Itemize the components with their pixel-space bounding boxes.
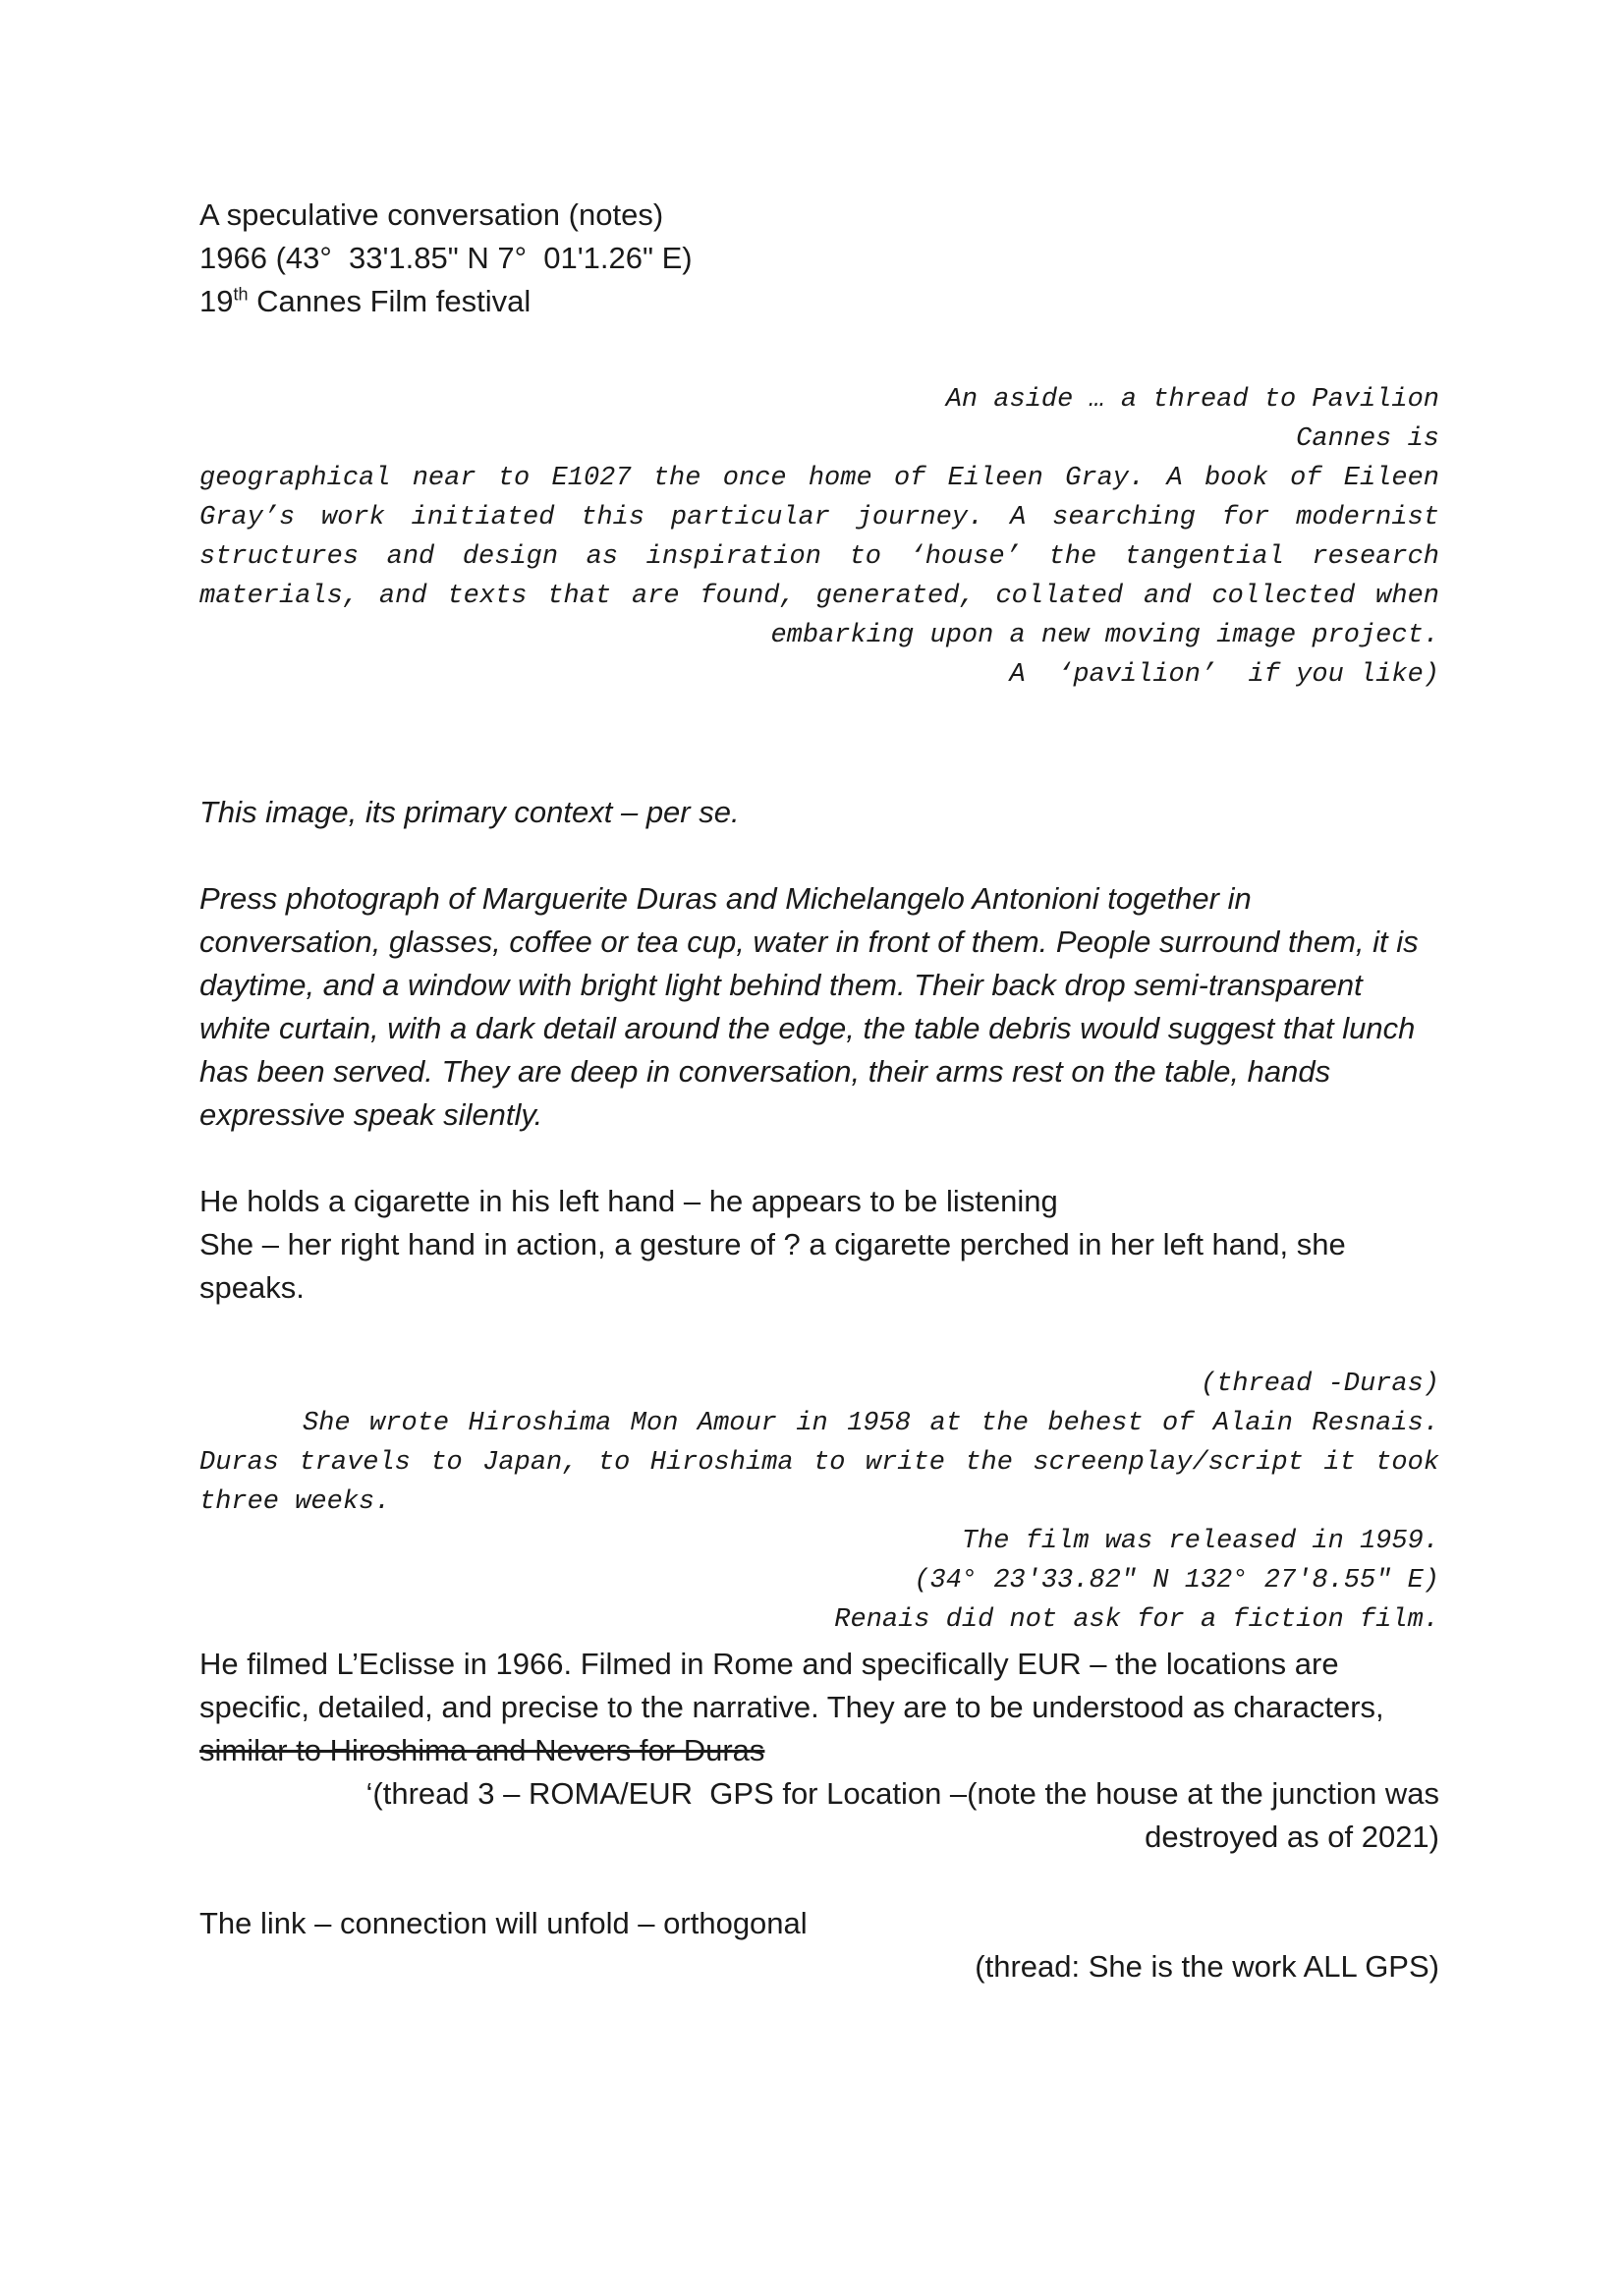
aside-pavilion-line: A ‘pavilion’ if you like) (1009, 660, 1439, 690)
festival-number: 19 (199, 284, 234, 318)
festival-ordinal-suffix: th (233, 284, 249, 305)
gesture-he: He holds a cigarette in his left hand – he appears to be listening (199, 1184, 1058, 1218)
header-date-coordinates: 1966 (43° 33'1.85" N 7° 01'1.26" E) (199, 241, 693, 275)
aside-paragraph: geographical near to E1027 the once home of Eileen Gray. A book of Eileen Gray’s work initiated this particular journey. A searching for modernist structures and design as inspiration to ‘house’ the tangential research materials, and texts that are found, generated, collated and collected when embarking upon a new moving image project. (199, 464, 1439, 650)
festival-name: Cannes Film festival (248, 284, 532, 318)
aside-line-1: An aside … a thread to Pavilion (945, 385, 1439, 415)
aside-section (199, 380, 1439, 695)
header-title: A speculative conversation (notes) (199, 197, 664, 232)
duras-film-release: The film was released in 1959. (961, 1527, 1439, 1556)
thread-3-line-2: destroyed as of 2021) (1145, 1820, 1439, 1854)
duras-thread-section (199, 1365, 1439, 1640)
duras-thread-label: (thread -Duras) (1200, 1370, 1439, 1399)
photo-description-section (199, 877, 1439, 1137)
closing-link-line: The link – connection will unfold – orthogonal (199, 1906, 808, 1940)
context-section (199, 791, 1439, 834)
antonioni-section (199, 1643, 1439, 1859)
document-header (199, 194, 1439, 323)
gestures-section (199, 1180, 1439, 1310)
closing-thread-line: (thread: She is the work ALL GPS) (975, 1949, 1439, 1984)
context-heading: This image, its primary context – per se. (199, 795, 740, 829)
duras-thread-paragraph: She wrote Hiroshima Mon Amour in 1958 at the behest of Alain Resnais. Duras travels to Japan, to Hiroshima to write the screenplay/script it took three weeks. (199, 1409, 1439, 1517)
duras-fiction-note: Renais did not ask for a fiction film. (834, 1605, 1439, 1635)
gesture-she: She – her right hand in action, a gesture of ? a cigarette perched in her left hand, she speaks. (199, 1227, 1346, 1305)
thread-3-line-1: ‘(thread 3 – ROMA/EUR GPS for Location –(note the house at the junction was (365, 1776, 1439, 1811)
duras-hiroshima-coordinates: (34° 23'33.82" N 132° 27'8.55" E) (914, 1566, 1439, 1596)
closing-section (199, 1902, 1439, 1988)
struck-through-note: similar to Hiroshima and Nevers for Duras (199, 1733, 765, 1767)
photo-description: Press photograph of Marguerite Duras and Michelangelo Antonioni together in conversation, glasses, coffee or tea cup, water in front of them. People surround them, it is daytime, and a window with bright light behind them. Their back drop semi-transparent white curtain, with a dark detail around the edge, the table debris would suggest that lunch has been served. They are deep in conversation, their arms rest on the table, hands expressive speak silently. (199, 881, 1419, 1132)
aside-line-2: Cannes is (1296, 424, 1439, 454)
header-festival (199, 280, 1439, 323)
antonioni-paragraph: He filmed L’Eclisse in 1966. Filmed in Rome and specifically EUR – the locations are specific, detailed, and precise to the narrative. They are to be understood as characters, (199, 1647, 1384, 1724)
